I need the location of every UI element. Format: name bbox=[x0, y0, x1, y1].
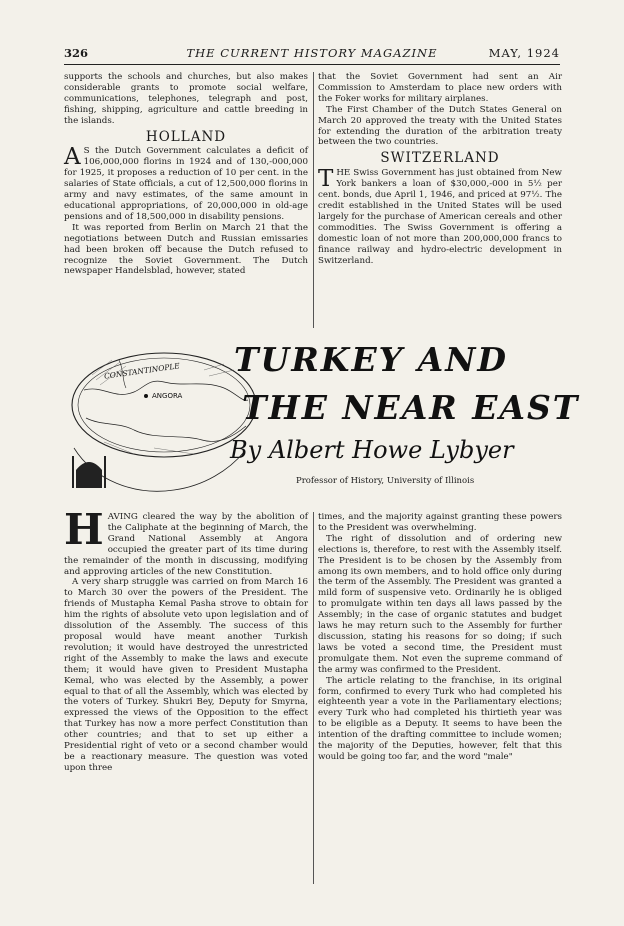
drop-cap-a: A bbox=[64, 144, 81, 171]
issue-date: MAY, 1924 bbox=[488, 46, 560, 60]
page-number: 326 bbox=[64, 46, 89, 60]
drop-cap-t: T bbox=[318, 166, 334, 193]
angora-dot bbox=[144, 394, 148, 398]
drop-cap-h: H bbox=[64, 505, 104, 554]
author-affiliation: Professor of History, University of Illinois bbox=[296, 476, 475, 486]
magazine-title: THE CURRENT HISTORY MAGAZINE bbox=[186, 46, 438, 60]
heading-switzerland: SWITZERLAND bbox=[380, 150, 500, 167]
hatch bbox=[154, 448, 194, 454]
sea-shore bbox=[86, 418, 246, 441]
map-label-constantinople: CONSTANTINOPLE bbox=[103, 361, 181, 381]
first-chamber-paragraph: The First Chamber of the Dutch States General on March 20 approved the treaty with the United States for extending the duration of the arbitration treaty between the two countries. bbox=[318, 104, 562, 148]
article-right-column bbox=[318, 512, 562, 763]
holland-paragraph-1: S the Dutch Government calculates a deficit of 106,000,000 florins in 1924 and of 130,-000,000 for 1925, it proposes a reduction of 10 per cent. in the salaries of State officials, a cut of 12,500,000 florins in army and navy estimates, of the same amount in educational appropriations, of 20,000,000 in old-age pensions and of 18,500,000 in disability pensions. bbox=[64, 146, 308, 222]
article-banner bbox=[64, 330, 580, 500]
article-paragraph-3: times, and the majority against granting these powers to the President was overwhelming. bbox=[318, 512, 562, 533]
column-divider-top bbox=[313, 72, 314, 328]
map-label-angora: ANGORA bbox=[152, 392, 183, 400]
title-turkey-and: TURKEY AND bbox=[234, 340, 509, 379]
soviet-paragraph: that the Soviet Government had sent an Air Commission to Amsterdam to place new orders with the Foker works for military airplanes. bbox=[318, 72, 562, 104]
column-divider-bottom bbox=[313, 512, 314, 884]
article-left-column bbox=[64, 505, 308, 774]
article-paragraph-5: The article relating to the franchise, in its original form, confirmed to every Turk who had completed his eighteenth year a vote in the Parliamentary elections; every Turk who had completed his thirtieth year was to be eligible as a Deputy. It seems to have been the intention of the drafting committee to include women; the majority of the Deputies, however, felt that this would be going too far, and the word "male" bbox=[318, 675, 562, 762]
holland-paragraph-2: It was reported from Berlin on March 21 that the negotiations between Dutch and Russian emissaries had been broken off because the Dutch refused to recognize the Soviet Government. The Dutch newspaper Handelsblad, however, stated bbox=[64, 222, 308, 277]
intro-paragraph: supports the schools and churches, but also makes considerable grants to promote social welfare, communications, telephones, telegraph and post, fishing, shipping, agriculture and cattle breeding in the islands. bbox=[64, 72, 308, 126]
mosque-icon bbox=[72, 456, 106, 488]
article-paragraph-4: The right of dissolution and of ordering new elections is, therefore, to rest with the Assembly itself. The President is to be chosen by the Assembly from among its own members, and to hold office only during the term of the Assembly. The President was granted a mild form of suspensive veto. Ordinarily he is obliged to promulgate within ten days all laws passed by the Assembly; in the case of organic statutes and budget laws he may return such to the Assembly for further discussion, stating his reasons for so doing; if such laws be voted a second time, the President must promulgate them. Not even the supreme command of the army was confirmed to the President. bbox=[318, 533, 562, 675]
heading-holland: HOLLAND bbox=[145, 128, 227, 145]
hatch bbox=[204, 364, 224, 370]
article-paragraph-2: A very sharp struggle was carried on from March 16 to March 30 over the powers of the President. The friends of Mustapha Kemal Pasha strove to obtain for him the rights of absolute veto upon legislation and of dissolution of the Assembly. The success of this proposal would have meant another Turkish revolution; it would have destroyed the unrestricted right of the Assembly to make the laws and execute them; it would have given to President Mustapha Kemal, who was elected by the Assembly, a power equal to that of all the Assembly, which was elected by the voters of Turkey. Shukri Bey, Deputy for Smyrna, expressed the views of the Opposition to the effect that Turkey has now a more perfect Constitution than other countries; and that to set up either a Presidential right of veto or a second chamber would be a reactionary measure. The question was voted upon three bbox=[64, 577, 308, 773]
running-header bbox=[64, 44, 560, 65]
title-near-east: THE NEAR EAST bbox=[242, 388, 580, 427]
switzerland-paragraph: HE Swiss Government has just obtained from New York bankers a loan of $30,000,-000 in 5½ per cent. bonds, due April 1, 1946, and priced at 97½. The credit established in the United States will be used largely for the purchase of American cereals and other commodities. The Swiss Government is offering a domestic loan of not more than 200,000,000 francs to finance railway and hydro-electric development in Switzerland. bbox=[318, 168, 562, 266]
top-right-column bbox=[318, 72, 562, 266]
author-byline: By Albert Howe Lybyer bbox=[230, 436, 514, 464]
top-left-column bbox=[64, 72, 308, 277]
article-paragraph-1: AVING cleared the way by the abolition of the Caliphate at the beginning of March, the Grand National Assembly at Angora occupied the greater part of its time during the remainder of the month in discussing, modifying and approving articles of the new Constitution. bbox=[64, 512, 308, 577]
